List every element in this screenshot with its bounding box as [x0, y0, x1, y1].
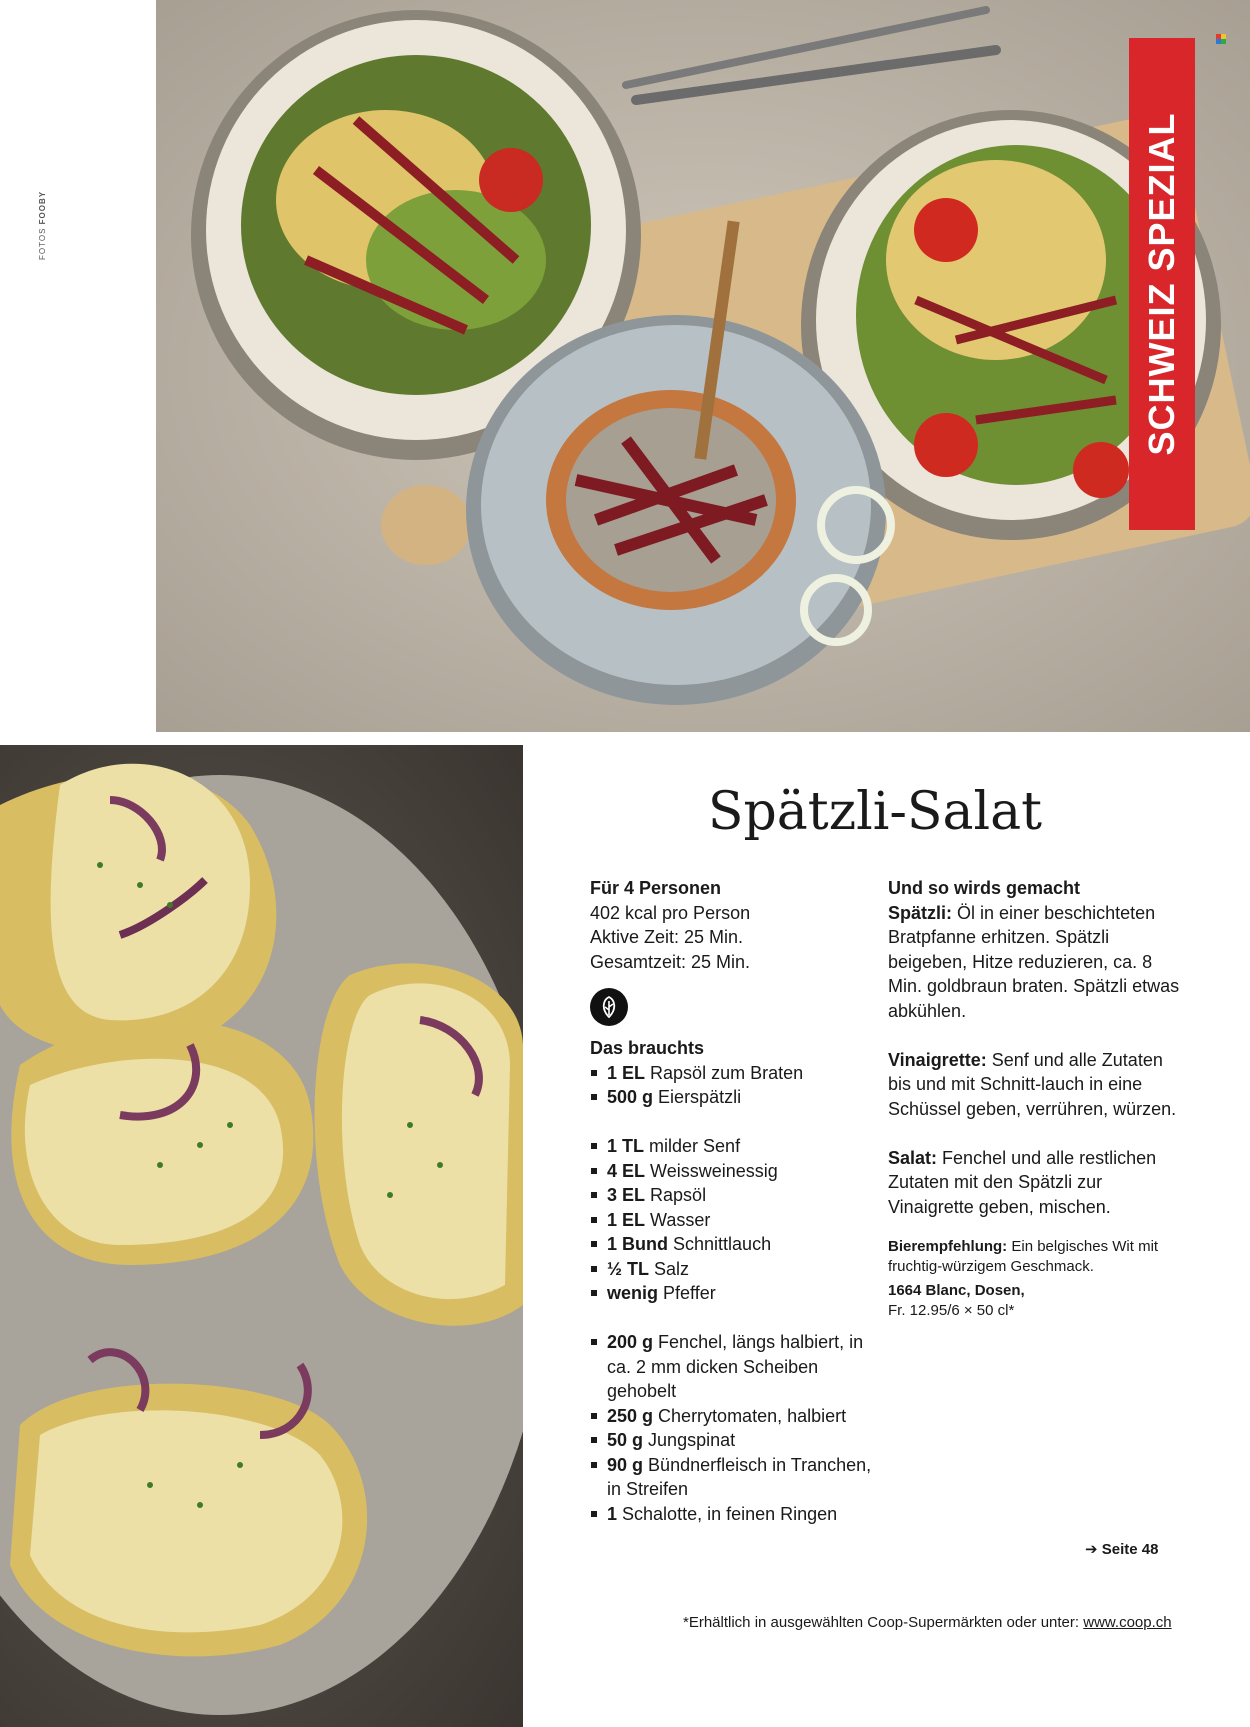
kcal-info: 402 kcal pro Person — [590, 902, 751, 923]
method-step: Vinaigrette: Senf und alle Zutaten bis und mit Schnitt-lauch in eine Schüssel geben, verrühren, würzen. — [888, 1049, 1177, 1119]
method-step: Spätzli: Öl in einer beschichteten Bratpfanne erhitzen. Spätzli beigeben, Hitze reduzieren, ca. 8 Min. goldbraun braten. Spätzli etwas abkühlen. — [888, 902, 1180, 1021]
method-step: Salat: Fenchel und alle restlichen Zutaten mit den Spätzli zur Vinaigrette geben, mischen. — [888, 1147, 1157, 1217]
vegetarian-icon — [590, 988, 628, 1026]
method-column — [888, 876, 1188, 1321]
footer-text: *Erhältlich in ausgewählten Coop-Supermärkten oder unter: — [683, 1614, 1084, 1631]
page-reference-link[interactable]: ➔ Seite 48 — [1085, 1541, 1159, 1558]
recipe-title: Spätzli-Salat — [707, 782, 1043, 842]
ingredient-item: 250 g Cherrytomaten, halbiert — [590, 1404, 875, 1429]
active-time: Aktive Zeit: 25 Min. — [590, 927, 744, 947]
section-banner-text: SCHWEIZ SPEZIAL — [1141, 112, 1182, 456]
photo-credit — [38, 180, 50, 260]
coop-link[interactable]: www.coop.ch — [1083, 1614, 1172, 1631]
ingredient-item: 1 TL milder Senf — [590, 1134, 875, 1159]
ingredient-item: 1 Schalotte, in feinen Ringen — [590, 1502, 875, 1527]
ingredient-item: 500 g Eierspätzli — [590, 1085, 875, 1110]
beer-product: 1664 Blanc, Dosen, — [888, 1282, 1025, 1299]
ingredient-item: 3 EL Rapsöl — [590, 1183, 875, 1208]
method-heading: Und so wirds gemacht — [888, 878, 1081, 898]
ingredient-item: 50 g Jungspinat — [590, 1428, 875, 1453]
ingredient-group-2 — [590, 1134, 875, 1306]
ingredient-item: 1 EL Wasser — [590, 1208, 875, 1233]
ingredient-item: ½ TL Salz — [590, 1257, 875, 1282]
ingredient-group-3 — [590, 1330, 875, 1526]
beer-price: Fr. 12.95/6 × 50 cl* — [888, 1302, 1015, 1319]
photo-credit-label: FOTOS — [38, 227, 47, 260]
cheese-toast-photo — [0, 745, 523, 1727]
salad-photo — [156, 0, 1250, 732]
color-marks — [1216, 34, 1226, 44]
servings-heading: Für 4 Personen — [590, 878, 722, 898]
photo-credit-name: FOOBY — [38, 190, 47, 225]
ingredient-item: 4 EL Weissweinessig — [590, 1159, 875, 1184]
beer-recommendation — [888, 1237, 1188, 1277]
beer-text: Ein belgisches Wit mit fruchtig-würzigem Geschmack. — [888, 1238, 1159, 1275]
recipe-info-column — [590, 876, 875, 1526]
ingredient-item: 1 Bund Schnittlauch — [590, 1232, 875, 1257]
ingredient-item: 200 g Fenchel, längs halbiert, in ca. 2 mm dicken Scheiben gehobelt — [590, 1330, 875, 1404]
ingredient-item: wenig Pfeffer — [590, 1281, 875, 1306]
ingredient-item: 1 EL Rapsöl zum Braten — [590, 1061, 875, 1086]
ingredients-heading: Das brauchts — [590, 1038, 705, 1058]
footer-note — [683, 1614, 1172, 1631]
beer-label: Bierempfehlung: — [888, 1238, 1008, 1255]
section-banner — [1129, 38, 1195, 530]
ingredient-item: 90 g Bündnerfleisch in Tranchen, in Streifen — [590, 1453, 875, 1502]
total-time: Gesamtzeit: 25 Min. — [590, 951, 751, 972]
ingredient-group-1 — [590, 1061, 875, 1110]
